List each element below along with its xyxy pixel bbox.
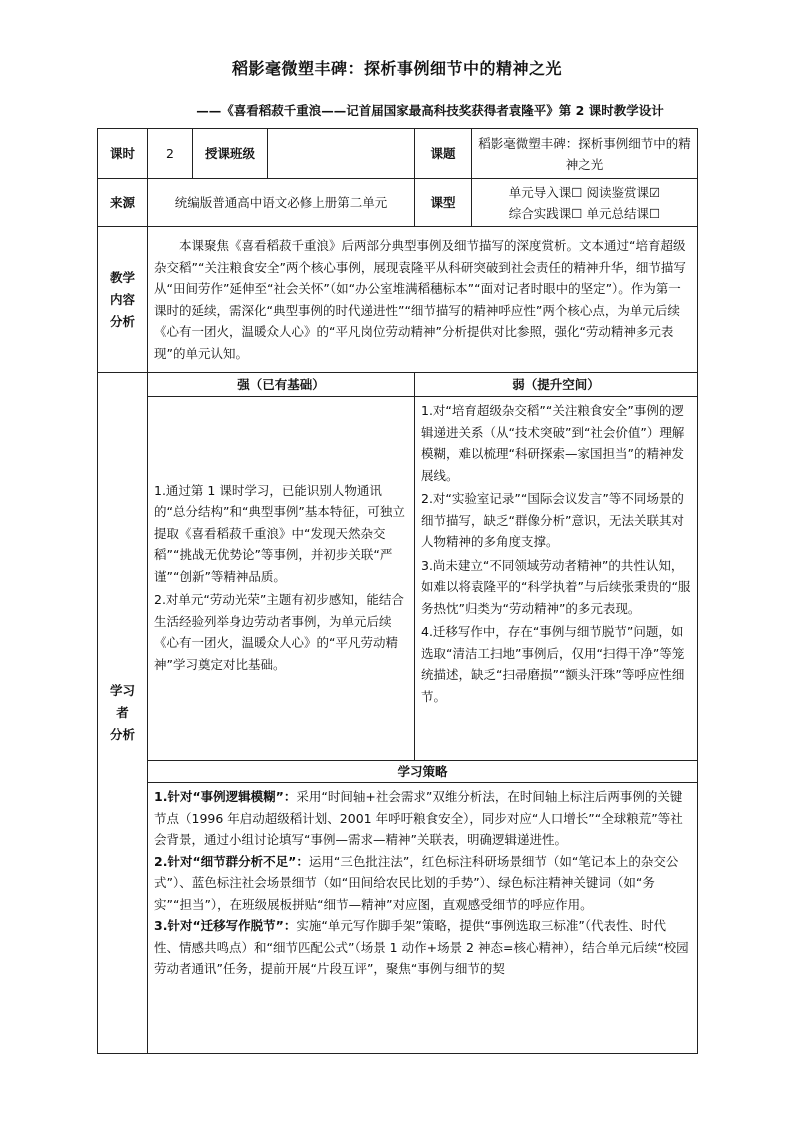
document-title: 稻影毫微塑丰碑：探析事例细节中的精神之光	[231, 59, 562, 78]
type-options-line-1: 单元导入课☐ 阅读鉴赏课☑	[508, 184, 661, 200]
strategy-cell	[148, 783, 698, 1054]
lesson-value: 2	[148, 129, 193, 179]
class-label: 授课班级	[193, 129, 268, 179]
content-label-line-1: 教学	[109, 269, 135, 285]
strategy-item	[154, 786, 691, 851]
lesson-plan-table	[97, 128, 698, 1054]
weak-item: 2.对“实验室记录”“国际会议发言”等不同场景的细节描写，缺乏“群像分析”意识，无法关联其对人物精神的多角度支撑。	[421, 491, 684, 549]
topic-label: 课题	[415, 129, 472, 179]
strong-item: 1.通过第 1 课时学习，已能识别人物通讯的“总分结构”和“典型事例”基本特征，可独立提取《喜看稻菽千重浪》中“发现天然杂交稻”“挑战无优势论”等事例，并初步关联“严谨”“创新”等精神品质。	[154, 482, 405, 584]
row-learner-detail	[98, 397, 698, 761]
weak-header: 弱（提升空间）	[415, 373, 698, 397]
strategy-lead: 3.针对“迁移写作脱节”：	[154, 918, 297, 933]
document-subtitle: ——《喜看稻菽千重浪——记首届国家最高科技奖获得者袁隆平》第 2 课时教学设计	[196, 103, 664, 118]
strategy-text: 采用“时间轴+社会需求”双维分析法，在时间轴上标注后两事例的关键节点（1996 年启动超级稻计划、2001 年呼吁粮食安全），同步对应“人口增长”“全球粮荒”等社会背景，通过小组讨论填写“事例—需求—精神”关联表，明确逻辑递进性。	[154, 789, 683, 847]
lesson-label: 课时	[98, 129, 148, 179]
strategy-header: 学习策略	[148, 761, 698, 783]
row-source	[98, 179, 698, 227]
strategy-item	[154, 915, 691, 980]
strong-header: 强（已有基础）	[148, 373, 415, 397]
weak-cell	[415, 397, 698, 761]
topic-value: 稻影毫微塑丰碑：探析事例细节中的精神之光	[472, 129, 698, 179]
strategy-item	[154, 851, 691, 916]
strong-item: 2.对单元“劳动光荣”主题有初步感知，能结合生活经验列举身边劳动者事例，为单元后续《心有一团火，温暖众人心》的“平凡劳动精神”学习奠定对比基础。	[154, 592, 404, 672]
strategy-lead: 1.针对“事例逻辑模糊”：	[154, 789, 297, 804]
learner-analysis-label	[98, 373, 148, 1054]
row-strategy	[98, 783, 698, 1054]
strategy-text: 运用“三色批注法”，红色标注科研场景细节（如“笔记本上的杂交公式”）、蓝色标注社会场景细节（如“田间给农民比划的手势”）、绿色标注精神关键词（如“务实”“担当”），在班级展板拼贴“细节—精神”对应图，直观感受细节的呼应作用。	[154, 853, 679, 912]
row-lesson	[98, 129, 698, 179]
content-analysis-text: 本课聚焦《喜看稻菽千重浪》后两部分典型事例及细节描写的深度赏析。文本通过“培育超级杂交稻”“关注粮食安全”两个核心事例，展现袁隆平从科研突破到社会责任的精神升华，细节描写从“田间劳作”延伸至“社会关怀”（如“办公室堆满稻穗标本”“面对记者时眼中的坚定”）。作为第一课时的延续，需深化“典型事例的时代递进性”“细节描写的精神呼应性”两个核心点，为单元后续《心有一团火，温暖众人心》的“平凡岗位劳动精神”分析提供对比参照，强化“劳动精神多元表现”的单元认知。	[148, 227, 698, 373]
row-strategy-header	[98, 761, 698, 783]
weak-item: 1.对“培育超级杂交稻”“关注粮食安全”事例的逻辑递进关系（从“技术突破”到“社会价值”）理解模糊，难以梳理“科研探索—家国担当”的精神发展线。	[421, 403, 685, 483]
strategy-text: 实施“单元写作脚手架”策略，提供“事例选取三标准”（代表性、时代性、情感共鸣点）和“细节匹配公式”（场景 1 动作+场景 2 神态=核心精神），结合单元后续“校园劳动者通讯”任务，提前开展“片段互评”，聚焦“事例与细节的契	[154, 918, 689, 976]
learner-label-line-3: 分析	[109, 727, 135, 742]
weak-item: 3.尚未建立“不同领域劳动者精神”的共性认知，如难以将袁隆平的“科学执着”与后续张秉贵的“服务热忱”归类为“劳动精神”的多元表现。	[421, 557, 691, 616]
type-options	[472, 179, 698, 227]
strategy-lead: 2.针对“细节群分析不足”：	[154, 853, 309, 869]
source-value: 统编版普通高中语文必修上册第二单元	[148, 179, 415, 227]
weak-item: 4.迁移写作中，存在“事例与细节脱节”问题，如选取“清洁工扫地”事例后，仅用“扫得干净”等笼统描述，缺乏“扫帚磨损”“额头汗珠”等呼应性细节。	[421, 624, 685, 704]
source-label: 来源	[98, 179, 148, 227]
content-analysis-label	[98, 227, 148, 373]
content-label-line-3: 分析	[109, 313, 135, 329]
type-options-line-2: 综合实践课☐ 单元总结课☐	[508, 205, 661, 221]
strong-cell	[148, 397, 415, 761]
row-content-analysis	[98, 227, 698, 373]
row-learner-headers	[98, 373, 698, 397]
learner-label-line-2: 者	[116, 705, 129, 720]
learner-label-line-1: 学习	[109, 683, 135, 698]
content-label-line-2: 内容	[109, 291, 135, 307]
class-value[interactable]	[268, 129, 415, 179]
type-label: 课型	[415, 179, 472, 227]
